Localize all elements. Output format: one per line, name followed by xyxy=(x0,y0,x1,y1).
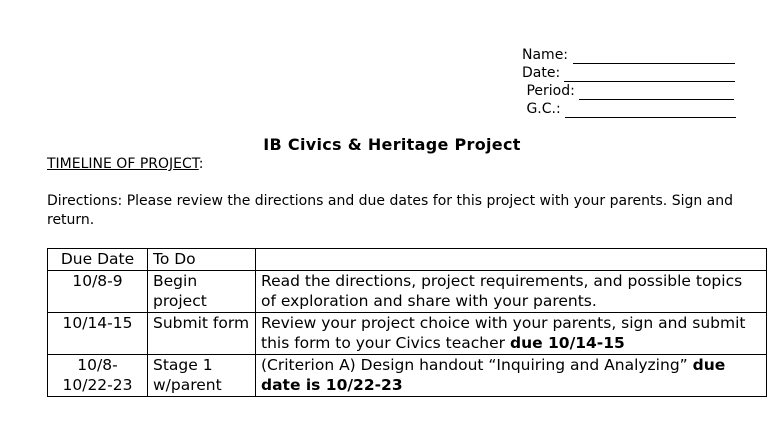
description-due: due 10/14-15 xyxy=(509,334,625,352)
description-cell xyxy=(256,312,767,354)
due-date-cell: 10/8-10/22-23 xyxy=(48,354,148,396)
header-description xyxy=(256,249,767,271)
table-row xyxy=(48,270,767,312)
description-cell xyxy=(256,354,767,396)
period-field[interactable] xyxy=(522,82,736,100)
description-due: due date is 10/22-23 xyxy=(261,355,726,394)
table-header-row xyxy=(48,249,767,271)
student-info-fields xyxy=(522,46,736,118)
description-text: (Criterion A) Design handout “Inquiring and Analyzing” xyxy=(261,355,693,374)
date-field[interactable] xyxy=(522,64,736,82)
header-to-do: To Do xyxy=(148,249,256,271)
date-line[interactable] xyxy=(564,67,735,82)
name-field[interactable] xyxy=(522,46,736,64)
gc-field[interactable] xyxy=(522,100,736,118)
due-date-cell: 10/14-15 xyxy=(48,312,148,354)
project-schedule-table xyxy=(47,248,767,397)
gc-line[interactable] xyxy=(565,103,736,118)
description-cell xyxy=(256,270,767,312)
period-line[interactable] xyxy=(579,85,734,100)
directions-text: Directions: Please review the directions and due dates for this project with your parents. Sign and return. xyxy=(47,193,734,228)
description-text: Review your project choice with your parents, sign and submit this form to your Civics teacher xyxy=(261,313,746,352)
header-due-date: Due Date xyxy=(48,249,148,271)
timeline-colon: : xyxy=(198,156,204,172)
timeline-label: TIMELINE OF PROJECT xyxy=(47,156,199,172)
description-text: Read the directions, project requirements, and possible topics of exploration and share with your parents. xyxy=(261,271,743,310)
to-do-cell: Stage 1 w/parent xyxy=(148,354,256,396)
name-label: Name: xyxy=(522,47,569,63)
due-date-cell: 10/8-9 xyxy=(48,270,148,312)
to-do-cell: Submit form xyxy=(148,312,256,354)
table-row xyxy=(48,312,767,354)
table-row xyxy=(48,354,767,396)
gc-label: G.C.: xyxy=(522,101,561,117)
period-label: Period: xyxy=(522,83,575,99)
name-line[interactable] xyxy=(573,49,735,64)
document-title: IB Civics & Heritage Project xyxy=(263,135,521,154)
date-label: Date: xyxy=(522,65,561,81)
to-do-cell: Begin project xyxy=(148,270,256,312)
timeline-heading xyxy=(47,156,204,172)
